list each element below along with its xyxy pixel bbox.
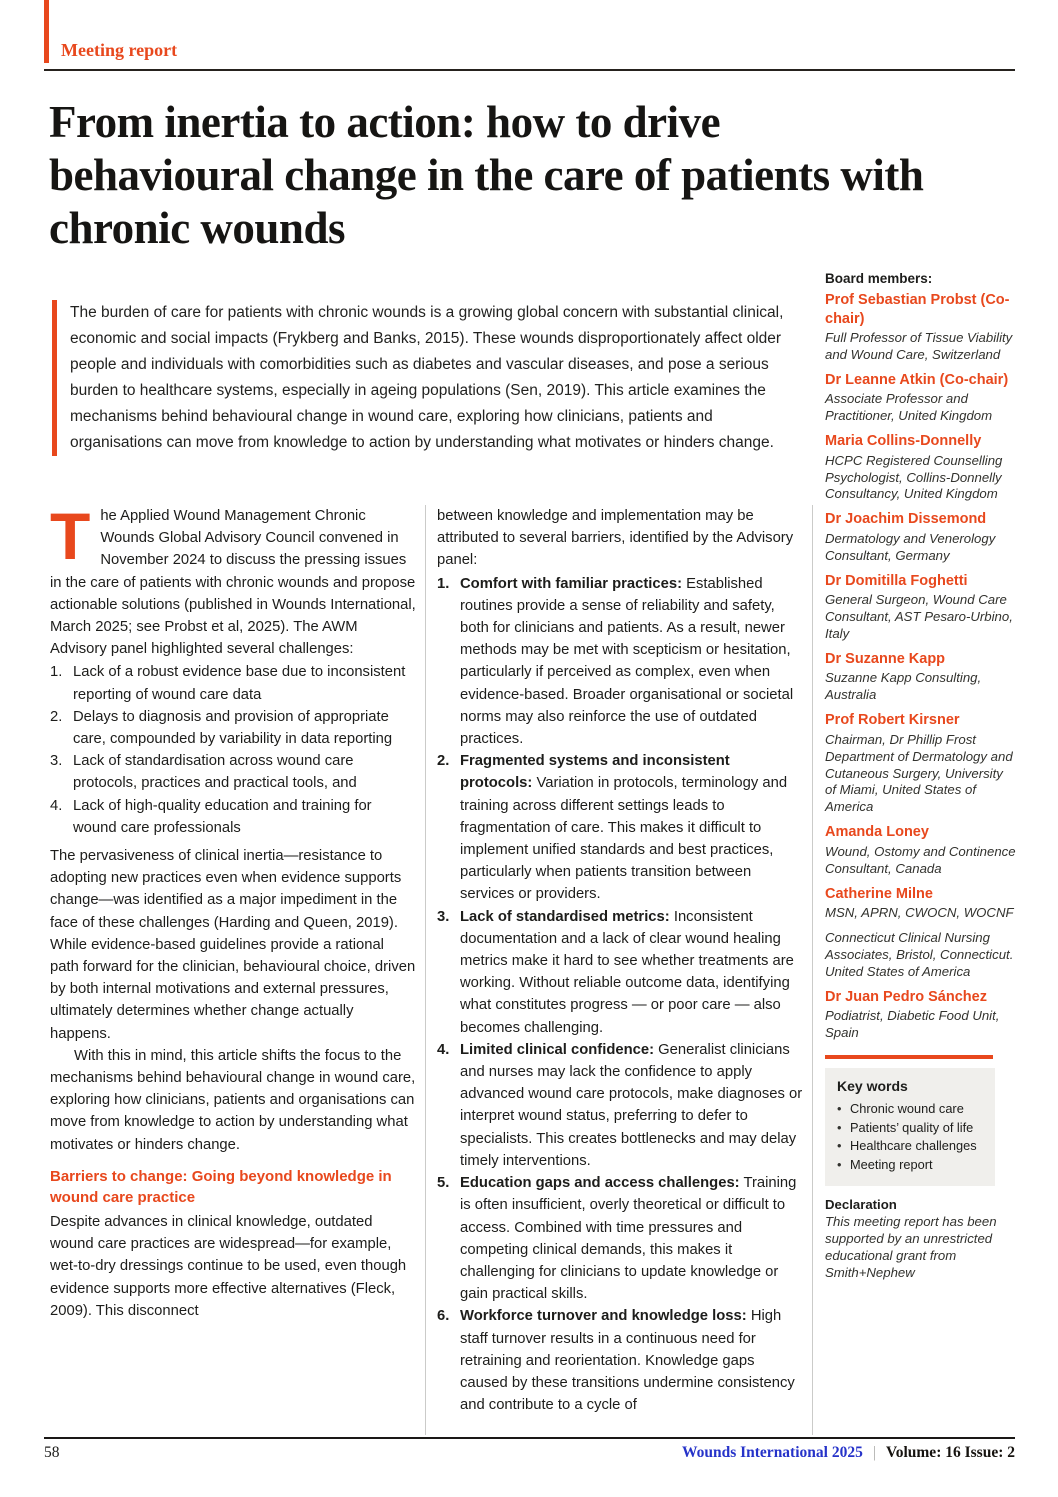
declaration-heading: Declaration: [825, 1197, 897, 1213]
challenge-item: [50, 750, 416, 794]
barrier-label: Comfort with familiar practices:: [460, 575, 682, 592]
barrier-item: [437, 750, 803, 905]
barrier-text: [460, 1039, 803, 1172]
challenge-text: Delays to diagnosis and provision of appropriate care, compounded by variability in data reporting: [73, 708, 393, 748]
barrier-item: [437, 1305, 803, 1416]
barrier-body: Generalist clinicians and nurses may lack the confidence to apply advanced wound care protocols, make diagnoses or interpret wound status, preferring to defer to specialists. This creates bottlenecks and may delay timely interventions.: [460, 1041, 803, 1169]
board-member-desc: General Surgeon, Wound Care Consultant, AST Pesaro-Urbino, Italy: [825, 592, 1013, 641]
footer-right: [682, 1444, 1015, 1462]
board-member-desc: MSN, APRN, CWOCN, WOCNF: [825, 905, 1014, 921]
keywords-heading: Key words: [837, 1077, 908, 1094]
board-member: [825, 371, 1017, 425]
board-member-desc: Podiatrist, Diabetic Food Unit, Spain: [825, 1008, 1000, 1041]
challenges-list: [50, 661, 416, 839]
sidebar: [825, 271, 1017, 1281]
board-member: [825, 988, 1017, 1042]
keyword-item: [837, 1100, 985, 1119]
footer-separator: |: [872, 1444, 876, 1461]
barrier-item: [437, 906, 803, 1039]
barrier-body: Established routines provide a sense of reliability and safety, both for clinicians and patients. As a result, newer methods may be met with scepticism or hesitation, particularly if perceived as complex, even when evidence-based. Broader organisational or societal norms may also reinforce the use of outdated practices.: [460, 575, 794, 748]
barrier-item: [437, 573, 803, 751]
board-member-desc: Full Professor of Tissue Viability and Wound Care, Switzerland: [825, 330, 1013, 362]
barrier-body: Training is often insufficient, overly theoretical or difficult to access. Combined with time pressures and competing clinical demands, this makes it challenging for clinicians to update knowledge or gain practical skills.: [460, 1175, 797, 1303]
challenge-text: Lack of high-quality education and training for wound care professionals: [73, 797, 372, 836]
board-member: [825, 650, 1017, 704]
board-member-name: Dr Juan Pedro Sánchez: [825, 988, 987, 1005]
board-member: [825, 885, 1017, 981]
keyword-item: [837, 1156, 985, 1175]
accent-bar: [44, 0, 49, 63]
barrier-text: [460, 1172, 803, 1305]
board-member-name: Prof Sebastian Probst (Co-chair): [825, 292, 1010, 327]
board-member: [825, 432, 1017, 503]
barrier-body: Inconsistent documentation and a lack of clear wound healing metrics make it hard to see whether treatments are working. Without reliable outcome data, identifying what constitutes progress — or poor care — also becomes challenging.: [460, 908, 794, 1036]
drop-cap: T: [50, 499, 91, 573]
barrier-item: [437, 1039, 803, 1172]
challenge-item: [50, 795, 416, 839]
footer-rule: [44, 1437, 1015, 1439]
page-number: 58: [44, 1444, 60, 1461]
column-divider-left: [425, 505, 426, 1435]
board-member-name: Dr Suzanne Kapp: [825, 650, 946, 667]
challenge-text: Lack of standardisation across wound care protocols, practices and practical tools, and: [73, 753, 357, 792]
board-members-list: [825, 291, 1017, 1042]
intro-text: he Applied Wound Management Chronic Wounds Global Advisory Council convened in November 2024 to discuss the pressing issues in the care of patients with chronic wounds and propose actionable solutions (published in Wounds International, March 2025; see Probst et al, 2025). The AWM Advisory panel highlighted several challenges:: [50, 508, 416, 658]
board-member: [825, 711, 1017, 816]
column-divider-right: [812, 505, 813, 1435]
body-column-middle: [437, 505, 803, 1422]
board-member-name: Dr Domitilla Foghetti: [825, 572, 968, 589]
keyword-text: • Patients’ quality of life: [850, 1119, 974, 1135]
barriers-list: [437, 573, 803, 1417]
keywords-list: [837, 1100, 985, 1174]
barrier-label: Education gaps and access challenges:: [460, 1175, 740, 1192]
keyword-text: • Meeting report: [850, 1156, 933, 1172]
section-heading-barriers: Barriers to change: Going beyond knowledge in wound care practice: [50, 1167, 392, 1207]
board-member-name: Dr Leanne Atkin (Co-chair): [825, 371, 1009, 388]
barrier-text: [460, 573, 803, 751]
barrier-label: Lack of standardised metrics:: [460, 908, 670, 925]
board-members-heading: Board members:: [825, 271, 933, 286]
board-member: [825, 823, 1017, 877]
keywords-accent-rule: [825, 1055, 993, 1059]
board-member-desc: Suzanne Kapp Consulting, Australia: [825, 670, 982, 703]
barrier-text: [460, 750, 803, 905]
board-member-name: Maria Collins-Donnelly: [825, 433, 982, 450]
board-member-name: Amanda Loney: [825, 824, 929, 841]
board-member-desc: Wound, Ostomy and Continence Consultant, Canada: [825, 843, 1016, 876]
barrier-label: Limited clinical confidence:: [460, 1041, 655, 1058]
keyword-item: [837, 1137, 985, 1156]
article-title: From inertia to action: how to drive behavioural change in the care of patients with chronic wounds: [49, 97, 924, 253]
focus-paragraph: With this in mind, this article shifts the focus to the mechanisms behind behavioural change in wound care, exploring how clinicians, patients and organisations can move from knowledge to action by understanding what motivates or hinders change.: [50, 1047, 416, 1153]
declaration: [825, 1197, 1017, 1281]
body-column-left: [50, 499, 416, 1322]
header-rule: [44, 69, 1015, 71]
journal-link[interactable]: Wounds International 2025: [681, 1444, 863, 1461]
barriers-continuation: between knowledge and implementation may be attributed to several barriers, identified by the Advisory panel:: [437, 508, 794, 569]
board-member: [825, 572, 1017, 643]
challenge-item: [50, 706, 416, 750]
declaration-text: This meeting report has been supported by an unrestricted educational grant from Smith+Nephew: [825, 1214, 997, 1281]
board-member-desc: Associate Professor and Practitioner, United Kingdom: [825, 391, 993, 424]
board-member-name: Prof Robert Kirsner: [825, 712, 960, 729]
footer: [44, 1444, 1015, 1462]
barrier-text: [460, 906, 803, 1039]
abstract: The burden of care for patients with chronic wounds is a growing global concern with substantial clinical, economic and social impacts (Frykberg and Banks, 2015). These wounds disproportionately affect older people and individuals with comorbidities such as diabetes and vascular diseases, and pose a serious burden to healthcare systems, especially in ageing populations (Sen, 2019). This article examines the mechanisms behind behavioural change in wound care, exploring how clinicians, patients and organisations can move from knowledge to action by understanding what motivates or hinders change.: [52, 300, 788, 456]
board-member-name: Dr Joachim Dissemond: [825, 511, 987, 528]
barriers-intro-paragraph: Despite advances in clinical knowledge, outdated wound care practices are widespread—for example, wet-to-dry dressings continue to be used, even though evidence supports more effective alternatives (Fleck, 2009). This disconnect: [50, 1213, 407, 1319]
keyword-item: [837, 1119, 985, 1138]
keyword-text: • Chronic wound care: [850, 1100, 964, 1116]
barrier-item: [437, 1172, 803, 1305]
article-type-kicker: Meeting report: [61, 40, 178, 60]
barrier-text: [460, 1305, 803, 1416]
board-member-name: Catherine Milne: [825, 885, 933, 902]
barrier-body: Variation in protocols, terminology and training across different settings leads to fragmentation of care. This makes it difficult to implement unified standards and best practices, particularly when patients transition between services or providers.: [460, 775, 788, 903]
volume-issue: Volume: 16 Issue: 2: [885, 1444, 1015, 1461]
board-member-desc: Dermatology and Venerology Consultant, Germany: [825, 530, 996, 563]
challenge-item: [50, 661, 416, 705]
intro-paragraph: [50, 499, 416, 660]
board-member-desc-2: Connecticut Clinical Nursing Associates, Bristol, Connecticut. United States of America: [825, 929, 1014, 979]
board-member-desc: HCPC Registered Counselling Psychologist, Collins-Donnelly Consultancy, United Kingdom: [825, 452, 1003, 502]
board-member: [825, 510, 1017, 564]
keywords-box: [825, 1068, 995, 1186]
barrier-label: Fragmented systems and inconsistent protocols:: [460, 753, 730, 792]
board-member: [825, 291, 1017, 364]
keyword-text: • Healthcare challenges: [850, 1138, 977, 1154]
barrier-body: High staff turnover results in a continuous need for retraining and reorientation. Knowledge gaps caused by these transitions undermine consistency and contribute to a cycle of: [460, 1308, 795, 1414]
challenge-text: Lack of a robust evidence base due to inconsistent reporting of wound care data: [73, 664, 406, 703]
board-member-desc: Chairman, Dr Phillip Frost Department of Dermatology and Cutaneous Surgery, University of Miami, United States of America: [825, 731, 1013, 815]
inertia-paragraph: The pervasiveness of clinical inertia—resistance to adopting new practices even when evidence supports change—was identified as a major impediment in the face of these challenges (Harding and Queen, 2019). While evidence-based guidelines provide a rational path forward for the clinician, behavioural choice, driven by both internal motivations and external pressures, ultimately determines whether change actually happens.: [50, 848, 416, 1042]
barrier-label: Workforce turnover and knowledge loss:: [460, 1308, 747, 1325]
